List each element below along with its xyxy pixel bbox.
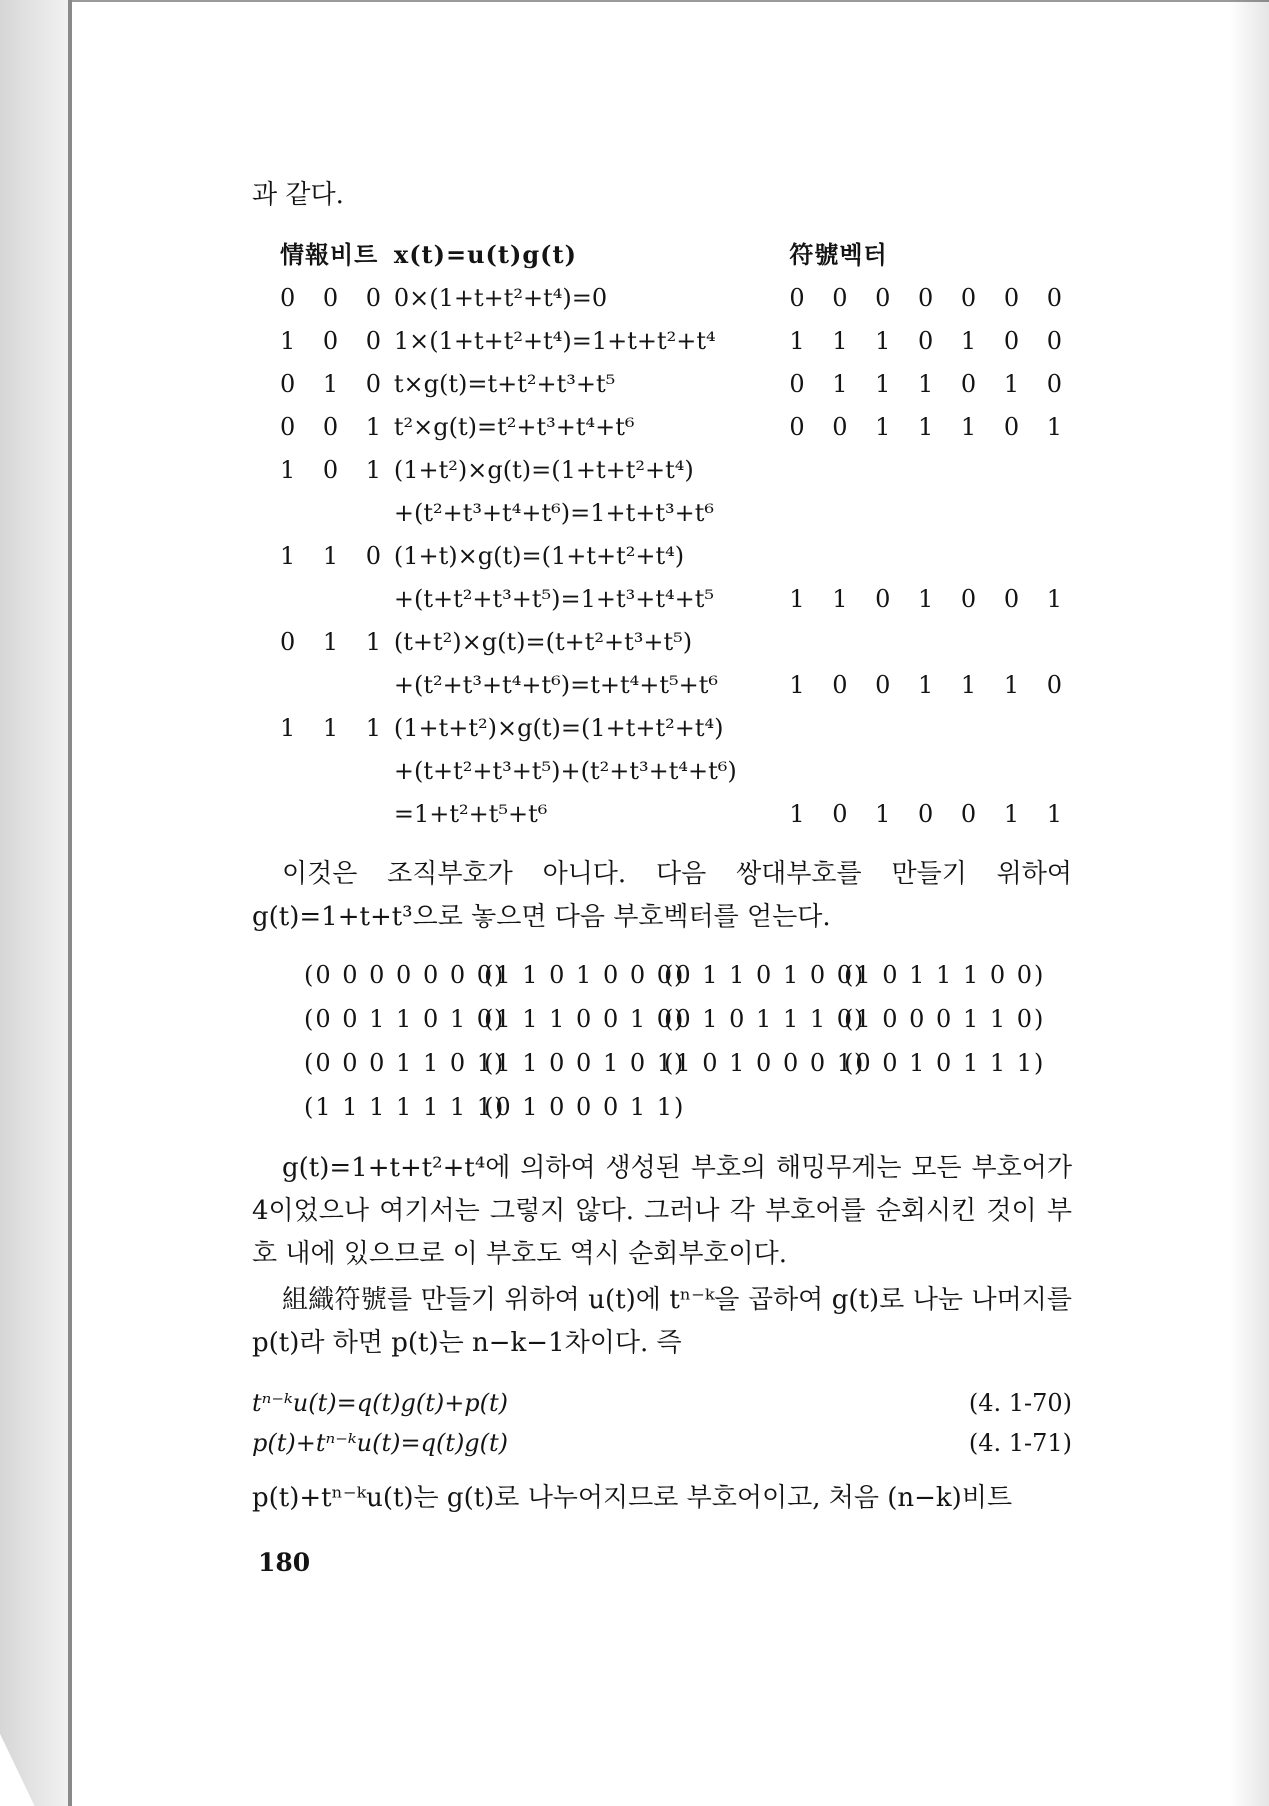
row-info <box>280 663 394 706</box>
table-row <box>280 491 1072 534</box>
equation-4-1-70 <box>252 1383 1072 1423</box>
row-expr: 1×(1+t+t²+t⁴)=1+t+t²+t⁴ <box>393 326 716 355</box>
row-info: 1 0 0 <box>280 326 392 355</box>
row-info: 0 1 0 <box>280 369 392 398</box>
table-row <box>280 534 1072 577</box>
code-vector-list <box>304 953 1072 1129</box>
code-vector: (0 1 0 1 1 1 0) <box>664 1004 866 1033</box>
header-info-bits: 情報비트 <box>280 239 379 269</box>
row-expr: t²×g(t)=t²+t³+t⁴+t⁶ <box>393 412 635 441</box>
table-row <box>280 749 1072 792</box>
code-vector: (1 0 1 0 0 0 1) <box>664 1048 866 1077</box>
table-row <box>280 448 1072 491</box>
equation-expression: tⁿ⁻ᵏu(t)=q(t)g(t)+p(t) <box>252 1389 509 1418</box>
row-vector: 1 0 0 1 1 1 0 <box>789 670 1072 699</box>
row-expr: (1+t+t²)×g(t)=(1+t+t²+t⁴) <box>393 713 724 742</box>
row-vector <box>789 491 1072 534</box>
row-vector <box>789 448 1072 491</box>
code-vector: (0 1 0 0 0 1 1) <box>484 1092 686 1121</box>
row-info: 0 0 1 <box>280 412 392 441</box>
code-vector: (1 1 1 1 1 1 1) <box>304 1092 506 1121</box>
table-row <box>280 792 1072 835</box>
row-info: 0 1 1 <box>280 627 392 656</box>
paragraph-dual-code: 이것은 조직부호가 아니다. 다음 쌍대부호를 만들기 위하여 g(t)=1+t+t³으로 놓으면 다음 부호벡터를 얻는다. <box>252 859 1072 932</box>
book-spine-edge <box>0 0 72 1806</box>
table-row <box>280 276 1072 319</box>
row-vector: 0 0 1 1 1 0 1 <box>789 412 1072 441</box>
page-right-shadow <box>1229 0 1269 1806</box>
row-vector <box>789 620 1072 663</box>
row-expr: +(t+t²+t³+t⁵)+(t²+t³+t⁴+t⁶) <box>393 756 737 785</box>
vector-row <box>304 997 1072 1041</box>
row-info: 1 1 0 <box>280 541 392 570</box>
table-row <box>280 663 1072 706</box>
row-vector: 1 1 0 1 0 0 1 <box>789 584 1072 613</box>
row-expr: +(t²+t³+t⁴+t⁶)=t+t⁴+t⁵+t⁶ <box>393 670 718 699</box>
code-table-header <box>280 233 1072 276</box>
table-row <box>280 405 1072 448</box>
row-expr: +(t²+t³+t⁴+t⁶)=1+t+t³+t⁶ <box>393 498 714 527</box>
vector-row <box>304 1041 1072 1085</box>
row-info: 1 0 1 <box>280 455 392 484</box>
code-vector: (0 0 1 1 0 1 0) <box>304 1004 506 1033</box>
row-info: 0 0 0 <box>280 283 392 312</box>
row-vector: 1 1 1 0 1 0 0 <box>789 326 1072 355</box>
row-expr: (1+t²)×g(t)=(1+t+t²+t⁴) <box>393 455 694 484</box>
code-vector: (1 0 1 1 1 0 0) <box>844 960 1046 989</box>
row-expr: (1+t)×g(t)=(1+t+t²+t⁴) <box>393 541 685 570</box>
row-info <box>280 577 394 620</box>
header-code-vector: 符號벡터 <box>789 239 888 269</box>
code-vector: (1 0 0 0 1 1 0) <box>844 1004 1046 1033</box>
row-info <box>280 491 394 534</box>
row-expr: (t+t²)×g(t)=(t+t²+t³+t⁵) <box>393 627 693 656</box>
vector-row <box>304 953 1072 997</box>
code-table <box>280 233 1072 835</box>
page-content <box>252 176 1072 1520</box>
table-row <box>280 620 1072 663</box>
row-expr: t×g(t)=t+t²+t³+t⁵ <box>393 369 616 398</box>
table-row <box>280 706 1072 749</box>
row-info: 1 1 1 <box>280 713 392 742</box>
paragraph-hamming-weight: g(t)=1+t+t²+t⁴에 의하여 생성된 부호의 해밍무게는 모든 부호어가 4이었으나 여기서는 그렇지 않다. 그러나 각 부호어를 순회시킨 것이 부호 내에 있으므로 이 부호도 역시 순회부호이다. <box>252 1152 1072 1269</box>
header-expression: x(t)=u(t)g(t) <box>393 239 577 269</box>
row-expr: =1+t²+t⁵+t⁶ <box>393 799 548 828</box>
page-top-border <box>72 0 1269 2</box>
row-info <box>280 749 394 792</box>
vector-row <box>304 1085 1072 1129</box>
table-row <box>280 319 1072 362</box>
equation-number: (4. 1-70) <box>968 1389 1072 1418</box>
paragraph-systematic-code: 組織符號를 만들기 위하여 u(t)에 tⁿ⁻ᵏ을 곱하여 g(t)로 나눈 나머지를 p(t)라 하면 p(t)는 n−k−1차이다. 즉 <box>252 1285 1072 1359</box>
book-edge-line <box>68 0 72 1806</box>
row-info <box>280 792 394 835</box>
code-vector: (0 0 0 0 0 0 0) <box>304 960 506 989</box>
row-vector: 1 0 1 0 0 1 1 <box>789 799 1072 828</box>
table-row <box>280 577 1072 620</box>
row-vector <box>789 706 1072 749</box>
row-vector <box>789 534 1072 577</box>
equation-block <box>252 1383 1072 1463</box>
row-vector: 0 1 1 1 0 1 0 <box>789 369 1072 398</box>
equation-expression: p(t)+tⁿ⁻ᵏu(t)=q(t)g(t) <box>252 1429 509 1458</box>
row-expr: 0×(1+t+t²+t⁴)=0 <box>393 283 608 312</box>
code-vector: (0 1 1 0 1 0 0) <box>664 960 866 989</box>
equation-number: (4. 1-71) <box>968 1429 1072 1458</box>
code-vector: (1 1 0 1 0 0 0) <box>484 960 686 989</box>
code-vector: (0 0 1 0 1 1 1) <box>844 1048 1046 1077</box>
row-expr: +(t+t²+t³+t⁵)=1+t³+t⁴+t⁵ <box>393 584 714 613</box>
table-row <box>280 362 1072 405</box>
paragraph-codeword: p(t)+tⁿ⁻ᵏu(t)는 g(t)로 나누어지므로 부호어이고, 처음 (n−k)비트 <box>252 1483 1013 1514</box>
intro-text: 과 같다. <box>252 180 344 210</box>
code-vector: (1 1 0 0 1 0 1) <box>484 1048 686 1077</box>
equation-4-1-71 <box>252 1423 1072 1463</box>
code-vector: (1 1 1 0 0 1 0) <box>484 1004 686 1033</box>
row-vector <box>789 749 1072 792</box>
row-vector: 0 0 0 0 0 0 0 <box>789 283 1072 312</box>
code-vector: (0 0 0 1 1 0 1) <box>304 1048 506 1077</box>
page-number: 180 <box>258 1548 311 1577</box>
